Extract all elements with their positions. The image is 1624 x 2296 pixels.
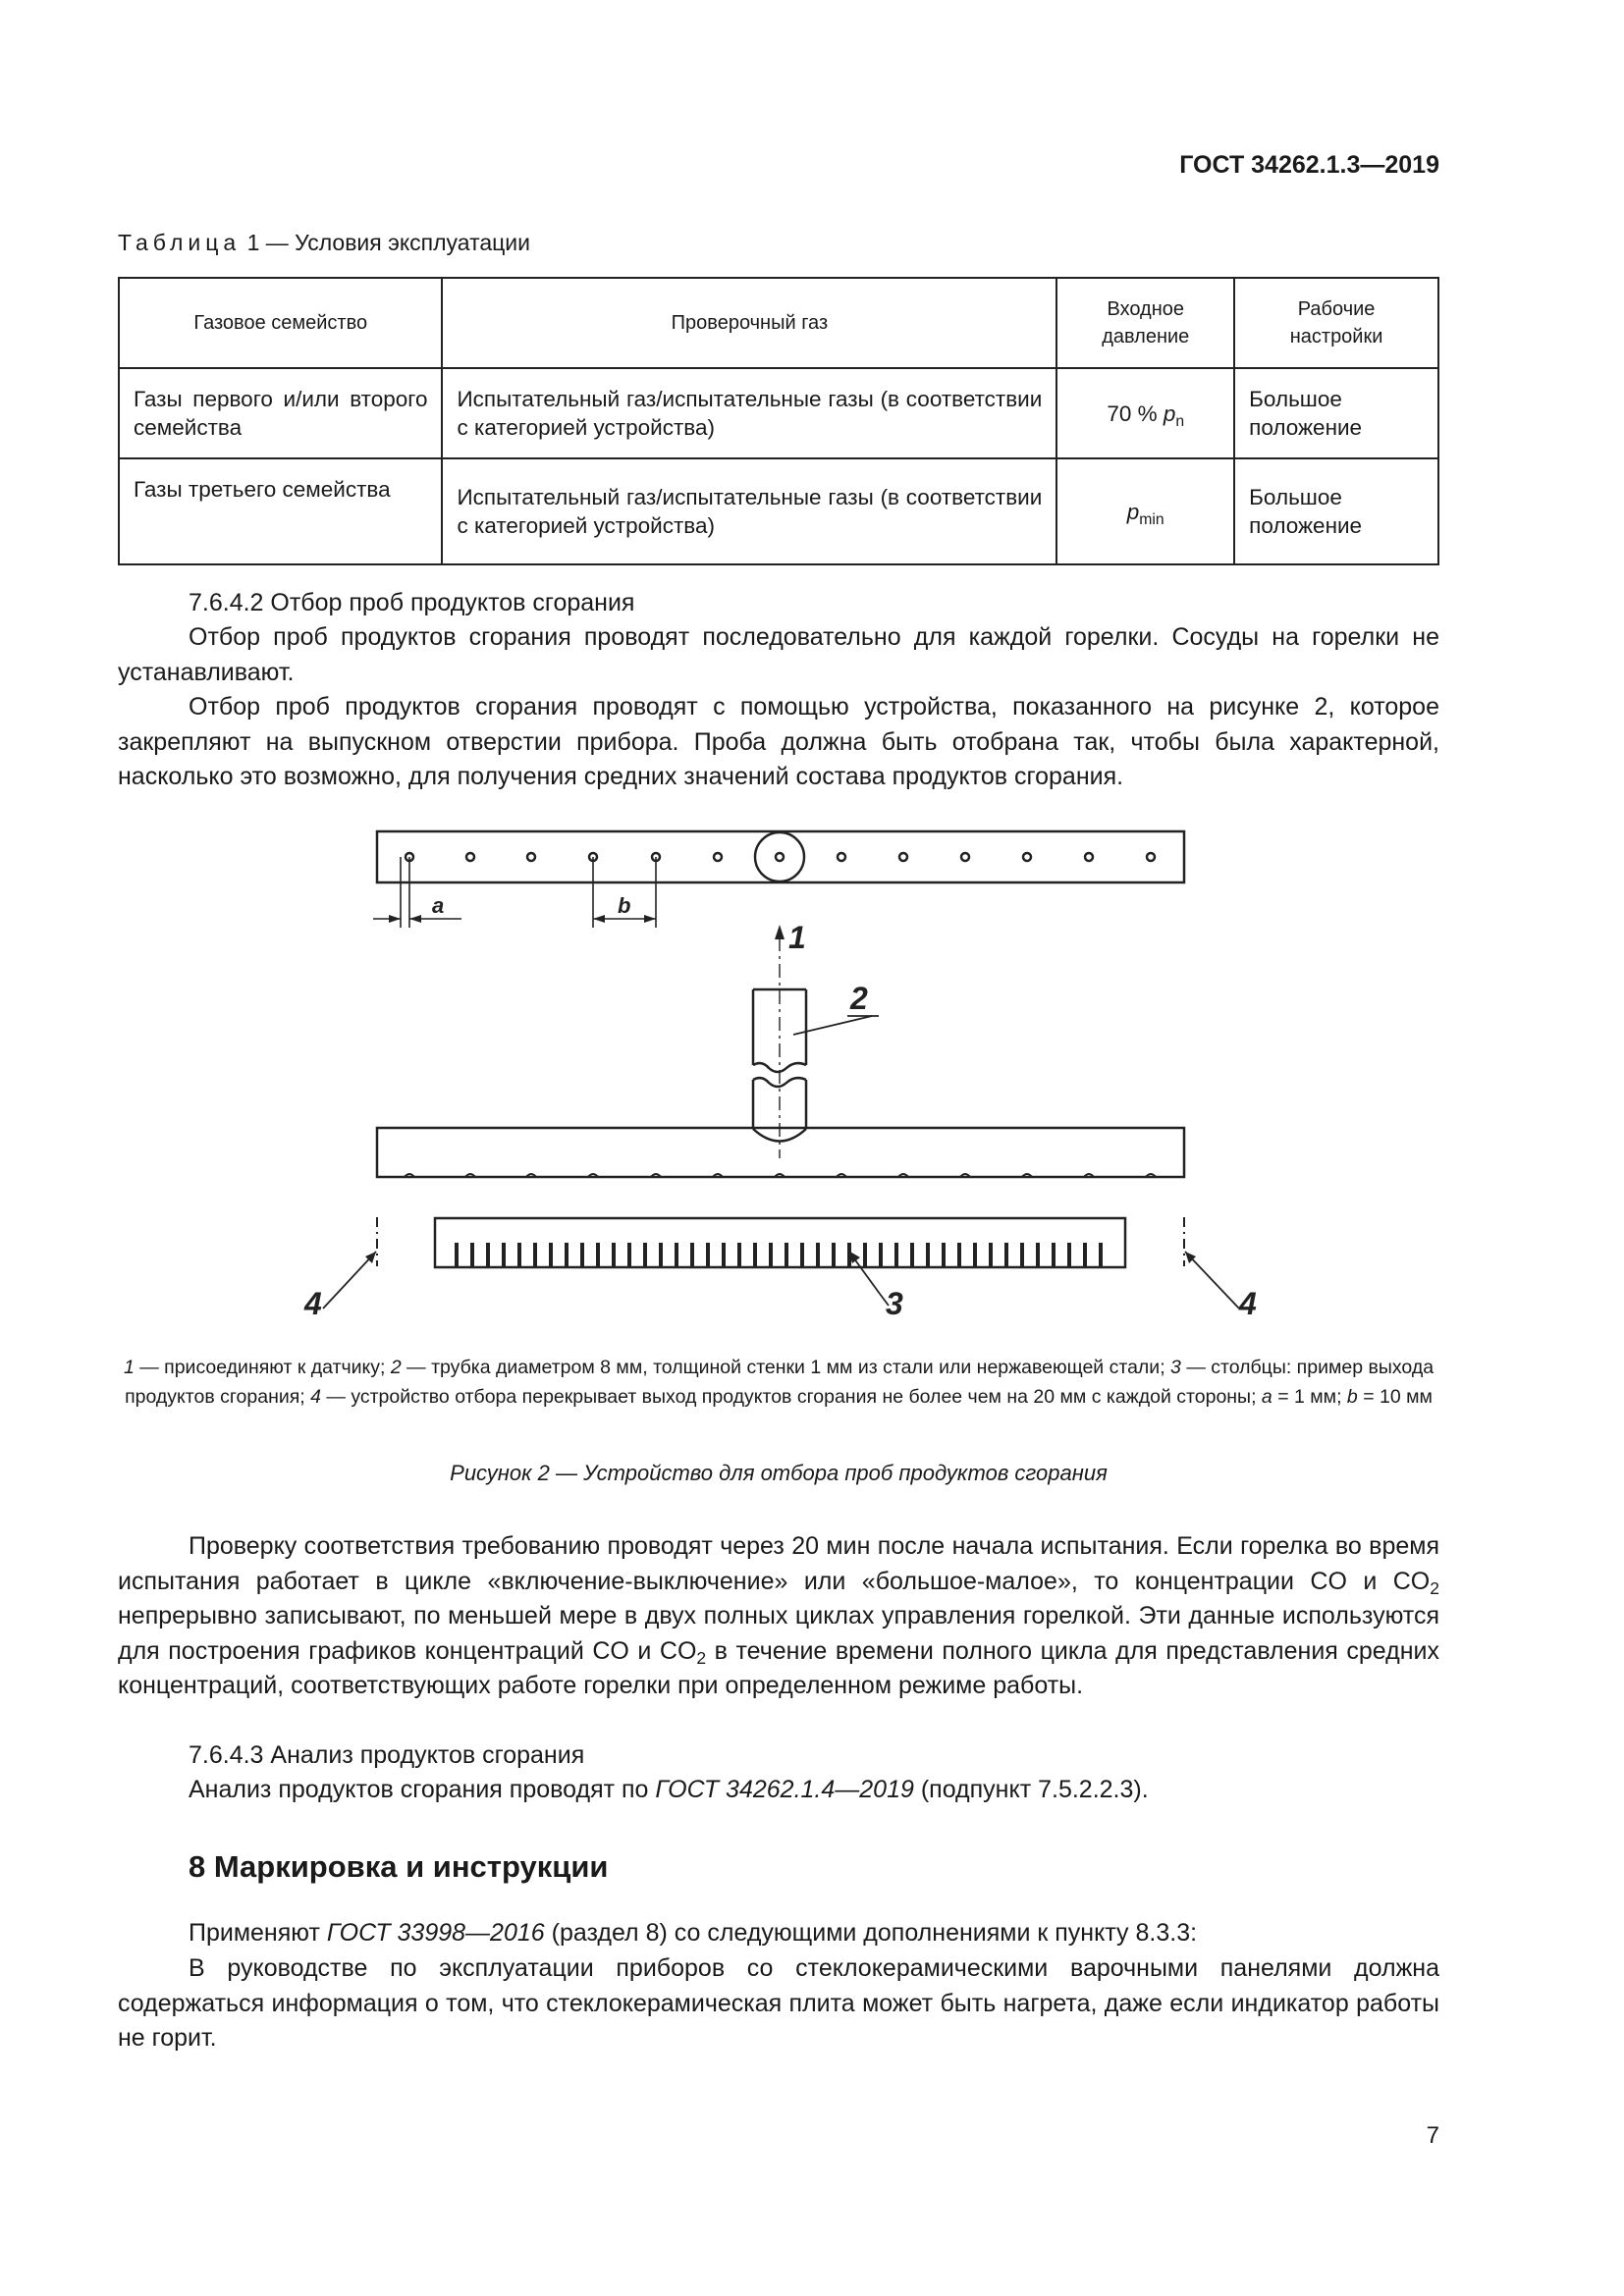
cell-gas-family: Газы первого и/или второго семейства (119, 368, 442, 458)
pressure-prefix: 70 % (1107, 400, 1158, 426)
probe-top-view (377, 831, 1184, 882)
subscript: 2 (696, 1647, 707, 1668)
probe-holes (406, 832, 1155, 881)
paragraph-part: (подпункт 7.5.2.2.3). (913, 1776, 1149, 1803)
paragraph: В руководстве по эксплуатации приборов со стеклокерамическими варочными панелями должна содержаться информация о том, что стеклокерамическая плита может быть нагрета, даже если индикатор работы не горит. (118, 1954, 1439, 2052)
legend-text: = 1 мм; (1272, 1386, 1347, 1408)
header-inlet-pressure-text: Входное давление (1102, 298, 1190, 347)
paragraph-part: Анализ продуктов сгорания проводят по (189, 1776, 656, 1803)
legend-key: b (1346, 1386, 1358, 1408)
dim-label-b: b (618, 893, 631, 918)
legend-text: — устройство отбора перекрывает выход продуктов сгорания не более чем на 20 мм с каждой стороны; (320, 1386, 1262, 1408)
callout-1: 1 (788, 920, 806, 955)
subsection-heading-7643: 7.6.4.3 Анализ продуктов сгорания (189, 1741, 585, 1769)
paragraph-part: Проверку соответствия требованию проводят через 20 мин после начала испытания. Если горелка во время испытания работает в цикле «включение-выключение» или «большое-малое», то концентрации CO и CO (118, 1532, 1439, 1595)
table-caption-title: 1 — Условия эксплуатации (246, 230, 530, 255)
document-code: ГОСТ 34262.1.3—2019 (1179, 151, 1439, 179)
probe-side-view (377, 1128, 1184, 1177)
pressure-symbol: p (1163, 400, 1176, 426)
cell-settings: Большое положение (1234, 458, 1438, 564)
header-gas-family: Газовое семейство (119, 278, 442, 368)
paragraph: Отбор проб продуктов сгорания проводят последовательно для каждой горелки. Сосуды на горелки не устанавливают. (118, 623, 1439, 686)
pressure-symbol: p (1126, 499, 1140, 524)
section-heading-8: 8 Маркировка и инструкции (189, 1849, 609, 1884)
standard-reference: ГОСТ 34262.1.4—2019 (655, 1776, 914, 1803)
table-caption-word: Таблица (118, 230, 242, 255)
legend-text: — трубка диаметром 8 мм, толщиной стенки 1 мм из стали или нержавеющей стали; (401, 1357, 1171, 1378)
dim-label-a: a (432, 893, 445, 918)
cell-test-gas: Испытательный газ/испытательные газы (в соответствии с категорией устройства) (442, 458, 1056, 564)
page-number: 7 (1426, 2122, 1439, 2149)
pressure-subscript: min (1139, 510, 1164, 528)
header-test-gas: Проверочный газ (442, 278, 1056, 368)
legend-text: = 10 мм (1357, 1386, 1433, 1408)
subscript: 2 (1430, 1577, 1439, 1598)
callout-4-right: 4 (1239, 1286, 1257, 1321)
paragraph-part: непрерывно записывают, по меньшей мере в двух полных циклах управления горелкой. Эти данные используются для построения графиков концентраций CO и CO (118, 1602, 1439, 1665)
cell-gas-family: Газы третьего семейства (119, 458, 442, 564)
figure-caption: Рисунок 2 — Устройство для отбора проб продуктов сгорания (450, 1461, 1108, 1485)
standard-reference: ГОСТ 33998—2016 (326, 1919, 545, 1947)
paragraph (118, 1916, 1439, 1951)
figure-legend (118, 1353, 1439, 1412)
outlet-columns (455, 1243, 1103, 1266)
legend-key: 2 (390, 1357, 402, 1378)
subsection-heading-7642: 7.6.4.2 Отбор проб продуктов сгорания (189, 589, 635, 616)
paragraph (118, 1773, 1439, 1808)
header-settings-text: Рабочие настройки (1289, 298, 1383, 347)
paragraph-check (118, 1529, 1439, 1704)
legend-key: 3 (1170, 1357, 1181, 1378)
paragraph: Отбор проб продуктов сгорания проводят с помощью устройства, показанного на рисунке 2, которое закрепляют на выпускном отверстии прибора. Проба должна быть отобрана так, чтобы была характерной, насколько это возможно, для получения средних значений состава продуктов сгорания. (118, 693, 1439, 790)
legend-key: a (1261, 1386, 1272, 1408)
paragraph-part: в течение времени полного цикла для представления средних концентраций, соответствующих работе горелки при определенном режиме работы. (118, 1636, 1439, 1699)
callout-3: 3 (886, 1286, 903, 1321)
cell-test-gas: Испытательный газ/испытательные газы (в соответствии с категорией устройства) (442, 368, 1056, 458)
paragraph-part: Применяют (189, 1919, 327, 1947)
callout-2: 2 (850, 981, 868, 1016)
callout-4-left: 4 (304, 1286, 322, 1321)
legend-text: — столбцы: пример выхода продуктов сгорания; (125, 1357, 1435, 1408)
cell-settings: Большое положение (1234, 368, 1438, 458)
legend-key: 4 (310, 1386, 321, 1408)
paragraph-part: (раздел 8) со следующими дополнениями к пункту 8.3.3: (544, 1919, 1198, 1947)
legend-key: 1 (123, 1357, 135, 1378)
legend-text: — присоединяют к датчику; (134, 1357, 391, 1378)
pressure-subscript: n (1175, 412, 1185, 430)
